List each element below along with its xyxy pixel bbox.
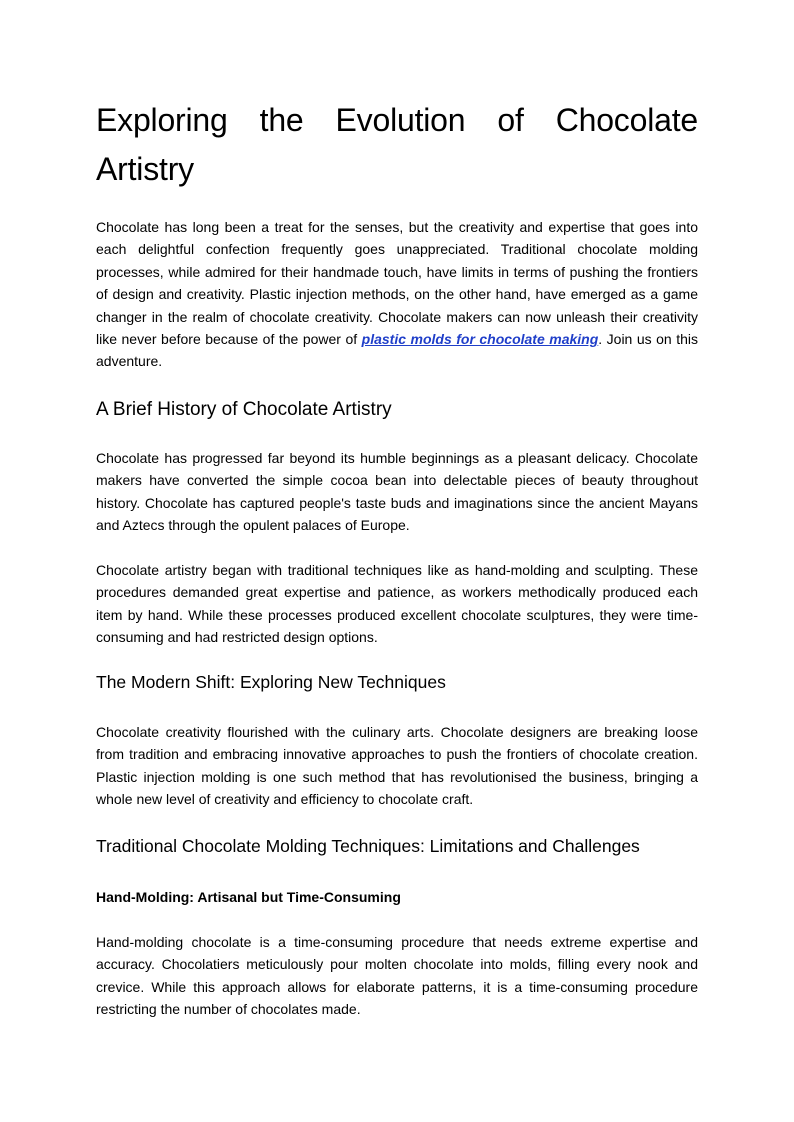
history-paragraph-2: Chocolate artistry began with traditional techniques like as hand-molding and sculpting. These procedures demanded great expertise and patience, as workers methodically produced each item by hand. While these processes produced excellent chocolate sculptures, they were time-consuming and had restricted design options. (96, 562, 698, 646)
plastic-molds-link[interactable]: plastic molds for chocolate making (361, 331, 599, 348)
section-heading-modern-shift: The Modern Shift: Exploring New Techniques (96, 672, 446, 692)
section-heading-history: A Brief History of Chocolate Artistry (96, 399, 392, 420)
subheading-hand-molding: Hand-Molding: Artisanal but Time-Consuming (96, 889, 401, 905)
intro-text-after-link: . Join us on this adventure. (96, 331, 698, 370)
modern-shift-paragraph: Chocolate creativity flourished with the culinary arts. Chocolate designers are breaking loose from tradition and embracing innovative approaches to push the frontiers of chocolate creation. Plastic injection molding is one such method that has revolutionised the business, bringing a whole new level of creativity and efficiency to chocolate craft. (96, 724, 698, 808)
hand-molding-paragraph: Hand-molding chocolate is a time-consuming procedure that needs extreme expertise and accuracy. Chocolatiers meticulously pour molten chocolate into molds, filling every nook and crevice. While this approach allows for elaborate patterns, it is a time-consuming procedure restricting the number of chocolates made. (96, 934, 698, 1018)
intro-paragraph (96, 216, 698, 373)
section-heading-traditional-techniques: Traditional Chocolate Molding Techniques: Limitations and Challenges (96, 836, 640, 856)
history-paragraph-1: Chocolate has progressed far beyond its humble beginnings as a pleasant delicacy. Chocolate makers have converted the simple cocoa bean into delectable pieces of beauty throughout history. Chocolate has captured people's taste buds and imaginations since the ancient Mayans and Aztecs through the opulent palaces of Europe. (96, 450, 698, 534)
document-title: Exploring the Evolution of Chocolate Artistry (96, 102, 698, 187)
intro-text-before-link: Chocolate has long been a treat for the senses, but the creativity and expertise that goes into each delightful confection frequently goes unappreciated. Traditional chocolate molding processes, while admired for their handmade touch, have limits in terms of pushing the frontiers of design and creativity. Plastic injection methods, on the other hand, have emerged as a game changer in the realm of chocolate creativity. Chocolate makers can now unleash their creativity like never before because of the power of (96, 219, 698, 348)
